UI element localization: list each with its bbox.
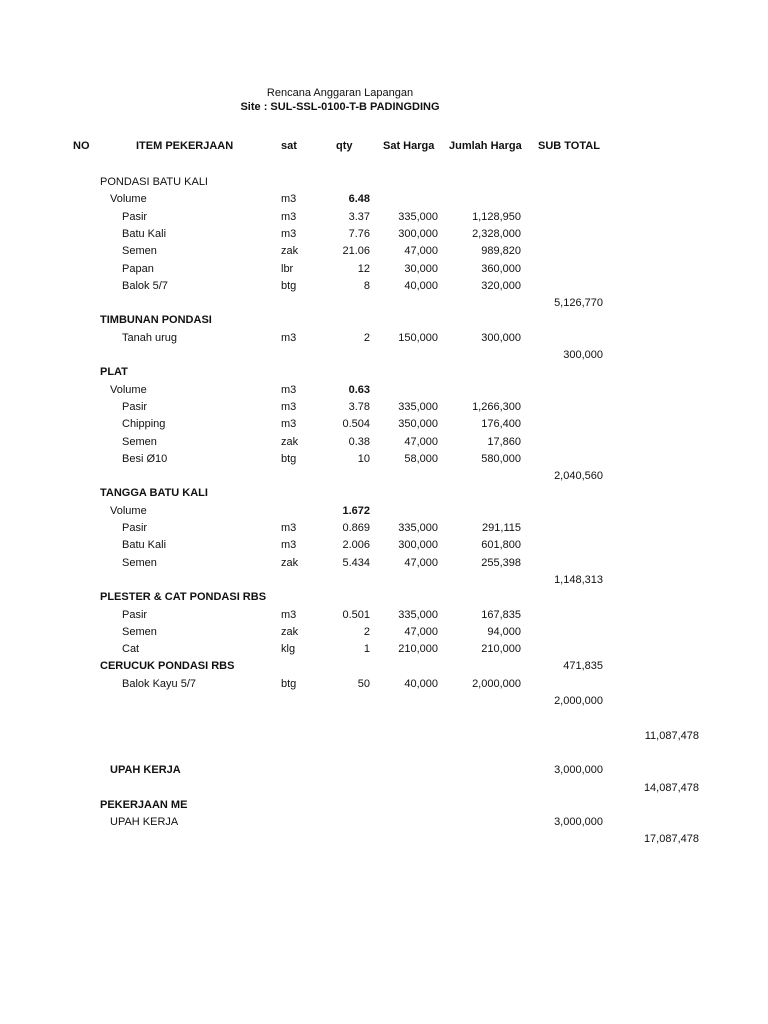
amount-cell: 1,128,950 [472,210,521,223]
unit-cell: m3 [281,608,297,621]
amount-cell: 580,000 [481,452,521,465]
unit-price-cell: 47,000 [404,556,438,569]
unit-cell: btg [281,677,297,690]
section-title: PLESTER & CAT PONDASI RBS [100,591,267,604]
amount-cell: 989,820 [481,245,521,258]
table-row [0,589,768,605]
item-name: Pasir [122,608,148,621]
amount-cell: 1,266,300 [472,400,521,413]
item-name: Batu Kali [122,227,167,240]
grand-total-value: 14,087,478 [643,781,699,794]
table-row [0,364,768,380]
unit-cell: zak [281,435,299,448]
item-name: Pasir [122,522,148,534]
unit-price-cell: 150,000 [398,331,438,344]
qty-cell: 0.869 [342,522,370,534]
item-name: Balok Kayu 5/7 [122,677,196,690]
table-row [0,624,768,640]
item-name: Semen [122,556,157,569]
qty-cell: 0.501 [342,608,370,621]
table-row [0,710,768,726]
table-row [0,728,768,744]
table-row [0,762,768,778]
amount-cell: 320,000 [481,279,521,292]
table-row [0,191,768,207]
table-row [0,520,768,536]
table-row [0,572,768,588]
table-row [0,347,768,363]
section-title: TIMBUNAN PONDASI [100,314,212,327]
unit-cell: m3 [281,193,297,206]
amount-cell: 2,328,000 [472,227,521,240]
volume-label: Volume [110,193,147,206]
table-row [0,693,768,709]
amount-cell: 94,000 [487,625,521,638]
section-title: CERUCUK PONDASI RBS [100,660,235,673]
item-name: Semen [122,625,157,638]
qty-cell: 2.006 [342,539,370,552]
item-name: Tanah urug [122,331,178,344]
item-name: Pasir [122,210,148,223]
col-header-qty: qty [336,140,353,152]
unit-price-cell: 47,000 [404,625,438,638]
table-row [0,797,768,813]
unit-cell: zak [281,245,299,258]
section-title: PLAT [100,366,128,379]
item-name: Pasir [122,400,148,413]
table-row [0,226,768,242]
labor-label: UPAH KERJA [110,816,179,829]
unit-price-cell: 40,000 [404,279,438,292]
table-row [0,243,768,259]
sub-total-value: 1,148,313 [554,573,603,586]
qty-cell: 50 [357,677,370,690]
amount-cell: 300,000 [481,331,521,344]
unit-cell: zak [281,556,299,569]
sub-total-value: 3,000,000 [554,816,603,829]
table-row [0,745,768,761]
document-title: Rencana Anggaran Lapangan [266,87,414,99]
unit-cell: m3 [281,210,297,223]
col-header-sat: sat [281,140,297,152]
col-header-sat-harga: Sat Harga [383,140,435,152]
unit-price-cell: 300,000 [398,539,438,552]
unit-cell: m3 [281,539,297,552]
item-name: Semen [122,245,157,258]
labor-label: UPAH KERJA [110,764,181,777]
sub-total-value: 2,040,560 [554,470,603,483]
table-row [0,831,768,847]
unit-price-cell: 350,000 [398,418,438,431]
qty-cell: 2 [363,625,370,638]
qty-cell: 8 [363,279,370,292]
amount-cell: 176,400 [481,418,521,431]
unit-cell: m3 [281,522,297,534]
col-header-jumlah-harga: Jumlah Harga [449,140,522,152]
qty-cell: 3.78 [348,400,370,413]
sub-total-value: 5,126,770 [554,297,603,310]
item-name: Chipping [122,418,166,431]
unit-cell: btg [281,279,297,292]
grand-total-value: 17,087,478 [643,833,699,846]
table-row [0,295,768,311]
amount-cell: 17,860 [487,435,521,448]
unit-price-cell: 335,000 [398,210,438,223]
qty-cell: 0.63 [348,383,370,396]
volume-label: Volume [110,504,147,517]
table-row [0,330,768,346]
table-row [0,451,768,467]
table-row [0,261,768,277]
qty-cell: 0.504 [342,418,370,431]
unit-price-cell: 58,000 [404,452,438,465]
grand-total-value: 11,087,478 [644,729,699,742]
col-header-sub-total: SUB TOTAL [538,140,600,152]
col-header-no: NO [73,140,90,152]
col-header-item: ITEM PEKERJAAN [136,140,234,152]
sub-total-value: 3,000,000 [554,764,603,777]
unit-price-cell: 47,000 [404,245,438,258]
table-row [0,607,768,623]
item-name: Papan [122,262,154,275]
amount-cell: 210,000 [481,643,521,656]
volume-label: Volume [110,383,147,396]
unit-cell: btg [281,452,297,465]
amount-cell: 360,000 [481,262,521,275]
table-row [0,555,768,571]
unit-price-cell: 300,000 [398,227,438,240]
table-row [0,676,768,692]
amount-cell: 601,800 [481,539,521,552]
qty-cell: 1.672 [342,504,370,517]
table-row [0,780,768,796]
unit-price-cell: 210,000 [398,643,438,656]
qty-cell: 1 [363,643,370,656]
table-row [0,399,768,415]
qty-cell: 7.76 [348,227,370,240]
qty-cell: 2 [363,331,370,344]
amount-cell: 167,835 [481,608,521,621]
qty-cell: 6.48 [348,193,370,206]
table-row [0,174,768,190]
unit-cell: m3 [281,227,297,240]
table-row [0,434,768,450]
table-row [0,209,768,225]
sub-total-value: 471,835 [563,660,603,673]
qty-cell: 3.37 [348,210,370,223]
table-row [0,658,768,674]
unit-price-cell: 47,000 [404,435,438,448]
table-row [0,814,768,830]
unit-price-cell: 335,000 [398,400,438,413]
item-name: Batu Kali [122,539,167,552]
unit-cell: lbr [281,262,294,275]
unit-price-cell: 40,000 [404,677,438,690]
unit-cell: m3 [281,383,297,396]
qty-cell: 5.434 [342,556,370,569]
section-title: TANGGA BATU KALI [100,487,208,500]
table-row [0,485,768,501]
unit-cell: klg [281,643,296,656]
section-title: PEKERJAAN ME [100,798,188,811]
item-name: Cat [122,643,140,656]
table-row [0,382,768,398]
item-name: Balok 5/7 [122,279,168,292]
qty-cell: 21.06 [342,245,370,258]
site-label: Site : SUL-SSL-0100-T-B PADINGDING [240,101,440,113]
table-row [0,503,768,519]
table-row [0,312,768,328]
unit-cell: m3 [281,400,297,413]
qty-cell: 12 [357,262,370,275]
table-row [0,537,768,553]
table-row [0,416,768,432]
unit-price-cell: 30,000 [404,262,438,275]
sub-total-value: 300,000 [563,349,603,361]
sub-total-value: 2,000,000 [554,695,603,707]
amount-cell: 291,115 [482,522,521,534]
unit-cell: m3 [281,418,297,431]
table-row [0,641,768,657]
table-row [0,468,768,484]
qty-cell: 10 [357,452,370,465]
item-name: Besi Ø10 [122,452,168,465]
item-name: Semen [122,435,157,448]
unit-price-cell: 335,000 [398,522,438,534]
unit-cell: m3 [281,331,297,344]
qty-cell: 0.38 [348,435,370,448]
amount-cell: 255,398 [481,556,521,569]
table-row [0,278,768,294]
unit-cell: zak [281,625,299,638]
unit-price-cell: 335,000 [398,608,438,621]
amount-cell: 2,000,000 [472,677,521,690]
section-title: PONDASI BATU KALI [100,176,208,188]
